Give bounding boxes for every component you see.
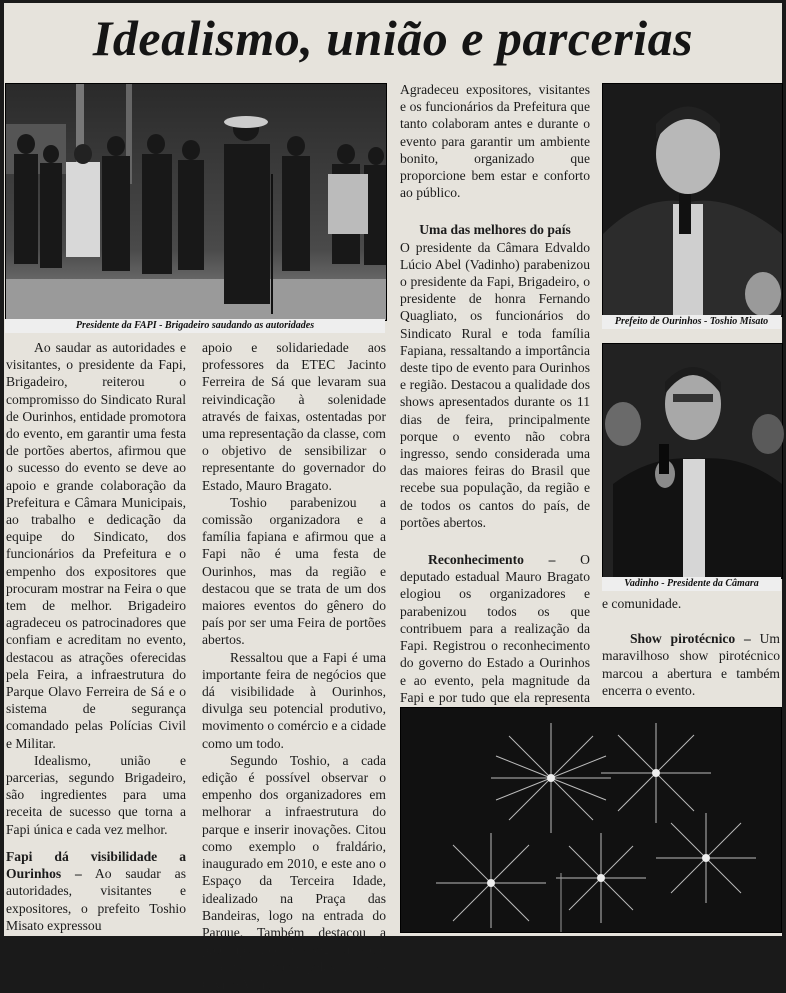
paragraph: Ao saudar as autoridades e visitantes, o presidente da Fapi, Brigadeiro, reiterou o compromisso do Sindicato Rural de Ourinhos, entidade promotora do evento, em garantir uma festa de portões abertos, afirmou que o sucesso do evento se deve ao apoio e grande colaboração da Prefeitura e Câmara Municipais, ao trabalho e dedicação da equipe do Sindicato, dos funcionários da Prefeitura e o empenho dos expositores que procuram mostrar na Feira o que tem de melhor. Brigadeiro agradeceu os patrocinadores que confiam e acreditam no evento, destacou as atrações oferecidas pela Feira, a infraestrutura do Parque Olavo Ferreira de Sá e o sistema de segurança comandado pelas Polícias Civil e Militar. <box>6 340 186 751</box>
toshio-photo <box>602 83 783 317</box>
crowd-photo-illustration <box>6 84 386 320</box>
paragraph: e comunidade. <box>602 596 682 611</box>
paragraph: Um maravilhoso show pirotécnico marcou a abertura e também encerra o evento. <box>602 631 780 698</box>
paragraph: apoio e solidariedade aos professores da ETEC Jacinto Ferreira de Sá que levaram sua reivindicação à solenidade através de faixas, ostentadas por uma representação da classe, com o objetivo de sensibilizar o representante do governador do Estado, Mauro Bragato. <box>202 340 386 493</box>
paragraph: Ao saudar as autoridades, visitantes e expositores, o prefeito Toshio Misato expressou <box>6 866 186 933</box>
subsection-show <box>602 630 780 699</box>
vadinho-photo-caption: Vadinho - Presidente da Câmara <box>602 577 781 591</box>
main-photo <box>5 83 387 321</box>
paragraph: Idealismo, união e parcerias, segundo Brigadeiro, são ingredientes para uma receita de sucesso que torna a Fapi única e cada vez melhor. <box>6 752 186 837</box>
subheading: Show pirotécnico – <box>630 631 751 647</box>
toshio-photo-caption: Prefeito de Ourinhos - Toshio Misato <box>602 315 781 329</box>
column-2 <box>202 339 386 993</box>
fireworks-photo <box>400 707 782 933</box>
subheading: Reconhecimento – <box>428 552 556 568</box>
newspaper-page <box>4 3 782 992</box>
paragraph: Segundo Toshio, a cada edição é possível observar o empenho dos organizadores em melhorar a infraestrutura do parque e inserir inovações. Citou como exemplo o fraldário, inaugurado em 2010, e este ano o Espaço da Terceira Idade, idealizado na Praça das Bandeiras, logo na entrada do Parque. Também destacou a preocupação com a segurança e o sistema montado pelas Polícias Civil e Militar. <box>202 752 386 992</box>
paragraph: O presidente da Câmara Edvaldo Lúcio Abel (Vadinho) parabenizou o presidente da Fapi, Brigadeiro, o presidente de honra Fernando Quagliato, os funcionários do Sindicato Rural e toda família Fapiana, ressaltando a importância deste tipo de evento para Ourinhos e região. Destacou a qualidade dos shows apresentados durante os 11 dias de feira, principalmente porque o evento não cobra ingresso, sendo considerada uma das maiores feiras do Brasil que recebe sua população, da região e de todos os cantos do país, de portões abertos. <box>400 239 590 530</box>
paragraph: Toshio parabenizou a comissão organizadora e a família fapiana e afirmou que a Fapi não é uma festa de Ourinhos, mas da região e destacou que se trata de um dos maiores eventos do gênero do país por ser uma Feira de portões abertos. <box>202 494 386 648</box>
paragraph: Agradeceu expositores, visitantes e os funcionários da Prefeitura que tanto colaboram antes e durante o evento para garantir um ambiente bonito, organizado que proporcione bem estar e conforto ao público. <box>400 82 590 201</box>
paragraph: O deputado estadual Mauro Bragato elogiou os organizadores e parabenizou todos os que contribuem para a realização da Fapi. Registrou o reconhecimento do governo do Estado a Ourinhos e ao evento, pela magnitude da Fapi e por tudo que ela representa <box>400 552 590 705</box>
column-4 <box>602 595 780 699</box>
column-3 <box>400 81 590 723</box>
speaker-photo-illustration <box>603 84 782 316</box>
column-1 <box>6 339 186 934</box>
main-photo-caption: Presidente da FAPI - Brigadeiro saudando as autoridades <box>5 319 385 333</box>
headline: Idealismo, união e parcerias <box>92 10 694 66</box>
subsection-fapi <box>6 848 186 934</box>
vadinho-photo <box>602 343 783 579</box>
fireworks-illustration <box>401 708 781 932</box>
subheading: Fapi dá visibilidade a Ourinhos – <box>6 848 186 882</box>
subheading: Uma das melhores do país <box>419 222 571 238</box>
paragraph: Ressaltou que a Fapi é uma importante feira de negócios que dá visibilidade à Ourinhos, divulga seu potencial produtivo, movimento o comércio e a cidade como um todo. <box>202 649 386 751</box>
subsection-reconhecimento <box>400 551 590 723</box>
speaker-photo-illustration <box>603 344 782 578</box>
